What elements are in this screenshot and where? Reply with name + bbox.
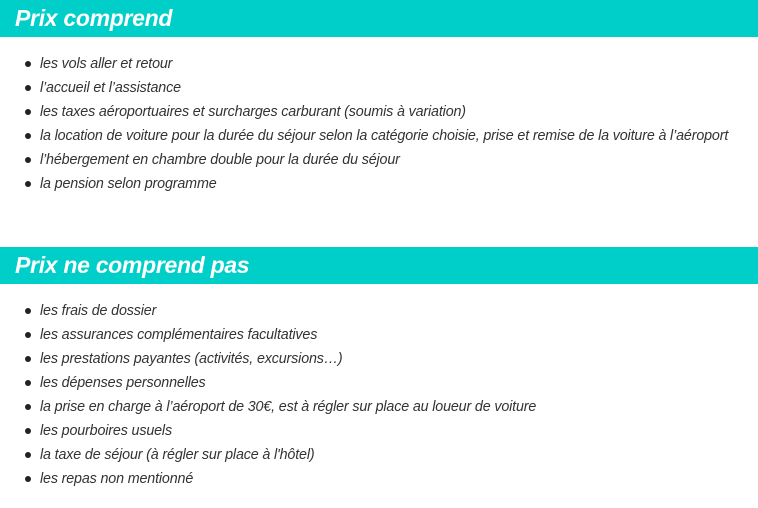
list-item-text: la pension selon programme [40, 176, 217, 192]
bullet-icon [25, 109, 31, 115]
list-item-text: les prestations payantes (activités, excursions…) [40, 351, 343, 367]
section-title-included: Prix comprend [15, 5, 173, 31]
list-item-text: la location de voiture pour la durée du séjour selon la catégorie choisie, prise et remise de la voiture à l’aéroport [40, 128, 729, 144]
list-item-text: les dépenses personnelles [40, 375, 206, 391]
list-item-text: les vols aller et retour [40, 56, 173, 72]
list-item-text: l’accueil et l’assistance [40, 80, 181, 96]
bullet-icon [25, 61, 31, 67]
bullet-icon [25, 308, 31, 314]
section-header-included [0, 0, 758, 37]
bullet-icon [25, 476, 31, 482]
bullet-icon [25, 157, 31, 163]
list-item-text: la taxe de séjour (à régler sur place à l'hôtel) [40, 447, 315, 463]
bullet-icon [25, 356, 31, 362]
bullet-icon [25, 181, 31, 187]
list-item-text: les taxes aéroportuaires et surcharges carburant (soumis à variation) [40, 104, 466, 120]
list-item-text: les repas non mentionné [40, 471, 194, 487]
list-item-text: l’hébergement en chambre double pour la durée du séjour [40, 152, 400, 168]
bullet-icon [25, 380, 31, 386]
section-header-excluded [0, 247, 758, 284]
list-item-text: la prise en charge à l’aéroport de 30€, est à régler sur place au loueur de voiture [40, 399, 537, 415]
bullet-icon [25, 133, 31, 139]
list-item-text: les pourboires usuels [40, 423, 172, 439]
section-title-excluded: Prix ne comprend pas [15, 252, 250, 278]
bullet-icon [25, 332, 31, 338]
bullet-icon [25, 85, 31, 91]
bullet-icon [25, 428, 31, 434]
bullet-icon [25, 404, 31, 410]
list-item-text: les frais de dossier [40, 303, 157, 319]
bullet-icon [25, 452, 31, 458]
list-item-text: les assurances complémentaires facultatives [40, 327, 318, 343]
